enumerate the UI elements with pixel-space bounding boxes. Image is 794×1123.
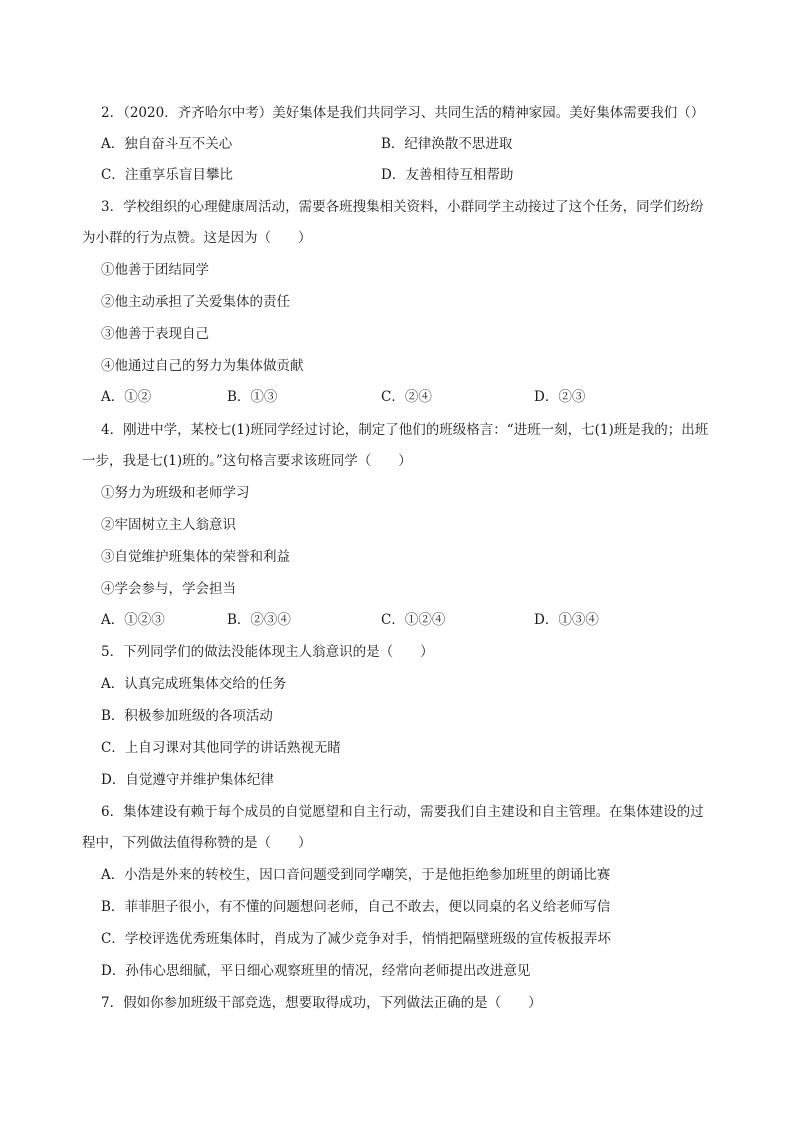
question-6-option-a: A．小浩是外来的转校生，因口音问题受到同学嘲笑，于是他拒绝参加班里的朗诵比赛 [101,867,611,883]
question-4-statement-2: ②牢固树立主人翁意识 [101,517,236,533]
question-6-option-c: C．学校评选优秀班集体时，肖成为了减少竞争对手，悄悄把隔壁班级的宣传板报弄坏 [101,931,611,947]
question-6-option-d: D．孙伟心思细腻，平日细心观察班里的情况，经常向老师提出改进意见 [101,963,531,979]
question-4-option-c: C．①②④ [381,612,446,628]
question-4-statement-3: ③自觉维护班集体的荣誉和利益 [101,549,290,565]
question-6-stem-line-1: 6．集体建设有赖于每个成员的自觉愿望和自主行动，需要我们自主建设和自主管理。在集体建设的过 [101,804,704,820]
question-4-stem-line-2: 一步，我是七(1)班的。”这句格言要求该班同学（ ） [82,453,412,469]
question-3-statement-1: ①他善于团结同学 [101,262,209,278]
question-3-statement-3: ③他善于表现自己 [101,326,209,342]
question-3-stem-line-1: 3．学校组织的心理健康周活动，需要各班搜集相关资料，小群同学主动接过了这个任务，同学们纷纷 [101,199,704,215]
question-3-stem-line-2: 为小群的行为点赞。这是因为（ ） [82,230,312,246]
question-7-stem: 7．假如你参加班级干部竞选，想要取得成功，下列做法正确的是（ ） [101,995,542,1011]
question-6-option-b: B．菲菲胆子很小，有不懂的问题想问老师，自己不敢去，便以同桌的名义给老师写信 [101,899,611,915]
question-5-option-c: C．上自习课对其他同学的讲话熟视无睹 [101,740,341,756]
question-3-statement-2: ②他主动承担了关爱集体的责任 [101,294,290,310]
question-5-option-b: B．积极参加班级的各项活动 [101,708,273,724]
question-5-stem: 5．下列同学们的做法没能体现主人翁意识的是（ ） [101,644,434,660]
question-2-stem: 2．（2020．齐齐哈尔中考）美好集体是我们共同学习、共同生活的精神家园。美好集体需要我们（） [101,105,705,121]
question-3-option-d: D．②③ [534,389,586,405]
question-5-option-a: A．认真完成班集体交给的任务 [101,676,287,692]
question-4-option-b: B．②③④ [227,612,291,628]
question-3-option-c: C．②④ [381,389,432,405]
question-4-option-d: D．①③④ [534,612,599,628]
question-2-option-c: C．注重享乐盲目攀比 [101,167,233,183]
question-2-option-d: D．友善相待互相帮助 [381,167,514,183]
question-2-option-b: B．纪律涣散不思进取 [381,136,513,152]
question-2-option-a: A．独自奋斗互不关心 [101,136,233,152]
question-4-statement-4: ④学会参与，学会担当 [101,581,236,597]
question-6-stem-line-2: 程中，下列做法值得称赞的是（ ） [82,835,312,851]
question-3-statement-4: ④他通过自己的努力为集体做贡献 [101,358,304,374]
question-4-stem-line-1: 4．刚进中学，某校七(1)班同学经过讨论，制定了他们的班级格言：“进班一刻，七(1)班是我的；出班 [101,422,709,438]
question-4-statement-1: ①努力为班级和老师学习 [101,485,250,501]
question-3-option-b: B．①③ [227,389,278,405]
question-5-option-d: D．自觉遵守并维护集体纪律 [101,772,274,788]
question-4-option-a: A．①②③ [101,612,165,628]
question-3-option-a: A．①② [101,389,152,405]
